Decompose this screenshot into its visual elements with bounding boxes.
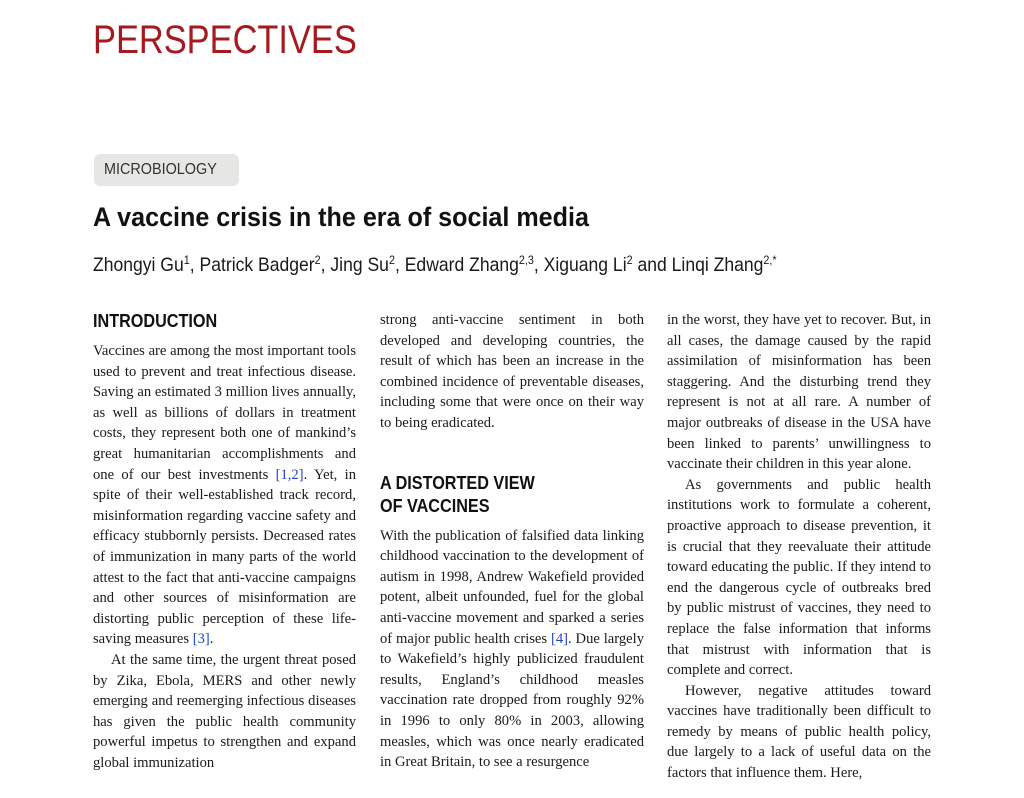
section-heading-introduction: INTRODUCTION [93, 311, 218, 331]
author-name: Xiguang Li [543, 254, 627, 276]
author-separator: , [189, 254, 200, 276]
section-heading-distorted-view: A DISTORTED VIEW OF VACCINES [380, 472, 535, 516]
body-paragraph: strong anti-vaccine sentiment in both developed and developing countries, the result of which has been an increase in the combined incidence of preventable diseases, including some that were once on their way to being eradicated. [380, 312, 644, 431]
section-banner: PERSPECTIVES [93, 18, 357, 62]
text-column-1 [93, 310, 356, 773]
author-separator: and [632, 254, 672, 276]
text-column-3 [667, 310, 931, 784]
subject-badge [94, 154, 239, 186]
author-list [93, 254, 777, 277]
body-paragraph: As governments and public health institutions work to formulate a coherent, proactive approach to disease prevention, it is crucial that they reevaluate their attitude toward educating the public. If they intend to end the dangerous cycle of outbreaks bred by public mistrust of vaccines, they need to replace the false information that informs that mistrust with information that is complete and correct. [667, 476, 931, 679]
author-affiliation: 2,* [763, 253, 777, 267]
author-affiliation: 2 [314, 253, 321, 267]
citation-link[interactable]: [4] [550, 630, 569, 647]
author-affiliation: 2,3 [518, 253, 534, 267]
text-column-2 [380, 310, 644, 773]
author-separator: , [320, 254, 331, 276]
body-paragraph: Vaccines are among the most important tools used to prevent and treat infectious disease. Saving an estimated 3 million lives annually, as well as billions of dollars in treatment costs, they represent both one of mankind’s great humanitarian accomplishments and one of our best investments [1,2]. Yet, in spite of their well-established track record, misinformation regarding vaccine safety and efficacy stubbornly persists. Decreased rates of immunization in many parts of the world attest to the fact that anti-vaccine campaigns and other sources of misinformation are distorting public perception of these life-saving measures [3]. [93, 343, 356, 648]
author-name: Patrick Badger [199, 254, 315, 276]
spacer [93, 333, 356, 341]
body-paragraph: With the publication of falsified data linking childhood vaccination to the development of autism in 1998, Andrew Wakefield provided potent, albeit unfounded, fuel for the global anti-vaccine movement and sparked a series of major public health crises [4]. Due largely to Wakefield’s highly publicized fraudulent results, England’s childhood measles vaccination rate dropped from roughly 92% in 1996 to only 80% in 2003, allowing measles, which was once nearly eradicated in Great Britain, to see a resurgence [380, 527, 644, 771]
author-affiliation: 1 [183, 253, 190, 267]
body-paragraph: in the worst, they have yet to recover. But, in all cases, the damage caused by the rapid assimilation of misinformation has been staggering. And the disturbing trend they represent is not at all rare. A number of major outbreaks of disease in the USA have been linked to parents’ unwillingness to vaccinate their children in this year alone. [667, 312, 931, 473]
author-affiliation: 2 [626, 253, 633, 267]
author-name: Linqi Zhang [671, 254, 764, 276]
citation-link[interactable]: [1,2] [275, 466, 304, 483]
article-title: A vaccine crisis in the era of social media [93, 202, 589, 232]
spacer [380, 434, 644, 472]
author-separator: , [533, 254, 544, 276]
author-separator: , [394, 254, 405, 276]
citation-link[interactable]: [3] [192, 631, 210, 648]
author-affiliation: 2 [388, 253, 395, 267]
author-name: Jing Su [330, 254, 389, 276]
subject-label: MICROBIOLOGY [104, 161, 217, 178]
author-name: Zhongyi Gu [93, 254, 184, 276]
body-paragraph: At the same time, the urgent threat posed by Zika, Ebola, MERS and other newly emerging and reemerging infectious diseases has given the public health community powerful impetus to strengthen and expand global immunization [93, 651, 356, 771]
author-name: Edward Zhang [404, 254, 519, 276]
body-paragraph: However, negative attitudes toward vaccines have traditionally been difficult to remedy by means of public health policy, due largely to a lack of useful data on the factors that influence them. Here, [667, 682, 931, 782]
spacer [380, 518, 644, 526]
